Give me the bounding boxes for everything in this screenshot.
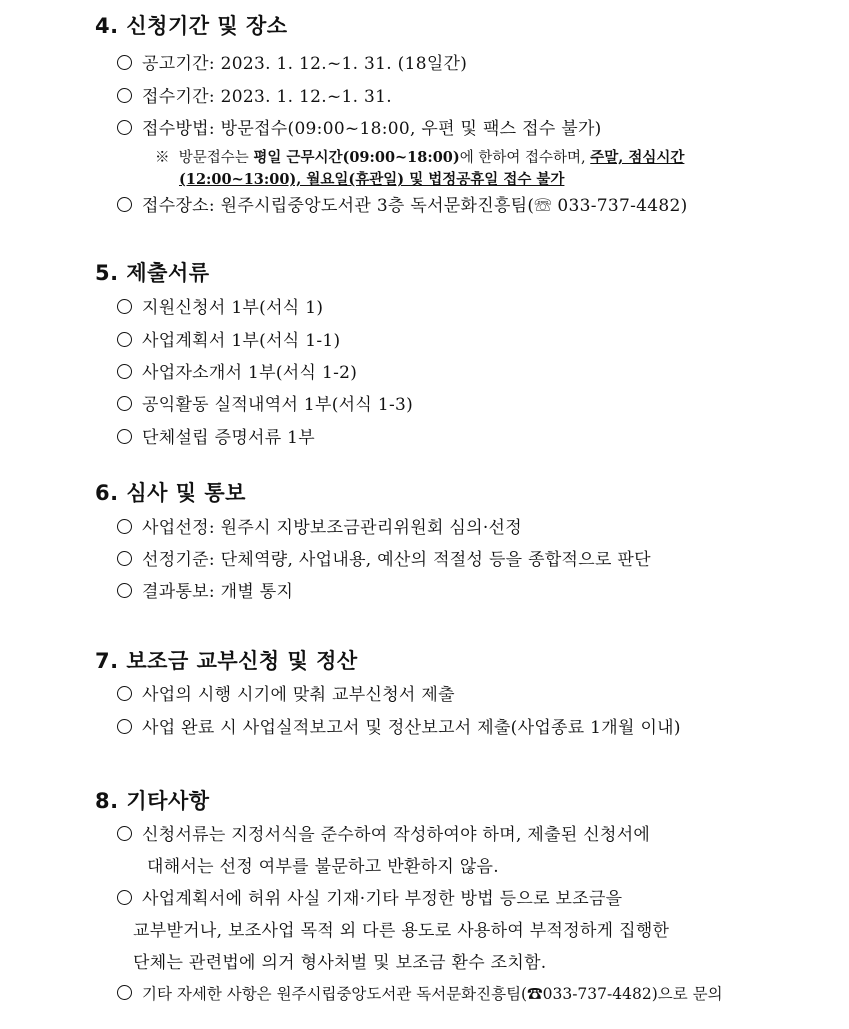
- list-item: 사업선정: 원주시 지방보조금관리위원회 심의·선정: [117, 513, 522, 538]
- list-item: 결과통보: 개별 통지: [117, 577, 293, 602]
- circle-bullet-icon: [117, 429, 132, 444]
- list-item: 기타 자세한 사항은 원주시립중앙도서관 독서문화진흥팀(☎033-737-4482)으로 문의: [117, 982, 723, 1004]
- list-item: 사업계획서 1부(서식 1-1): [117, 326, 340, 351]
- circle-bullet-icon: [117, 985, 132, 1000]
- list-item: 사업 완료 시 사업실적보고서 및 정산보고서 제출(사업종료 1개월 이내): [117, 713, 681, 738]
- list-item-continuation: 단체는 관련법에 의거 형사처벌 및 보조금 환수 조치함.: [133, 953, 547, 973]
- list-item: 접수장소: 원주시립중앙도서관 3층 독서문화진흥팀(☏ 033-737-4482): [117, 191, 688, 216]
- circle-bullet-icon: [117, 519, 132, 534]
- list-item: 접수기간: 2023. 1. 12.~1. 31.: [117, 82, 392, 107]
- circle-bullet-icon: [117, 890, 132, 905]
- list-item: 신청서류는 지정서식을 준수하여 작성하여야 하며, 제출된 신청서에: [117, 820, 650, 845]
- section-7-heading: 7. 보조금 교부신청 및 정산: [95, 649, 358, 673]
- list-item: 사업자소개서 1부(서식 1-2): [117, 358, 357, 383]
- list-item: 공익활동 실적내역서 1부(서식 1-3): [117, 390, 413, 415]
- circle-bullet-icon: [117, 396, 132, 411]
- circle-bullet-icon: [117, 55, 132, 70]
- section-4-heading: 4. 신청기간 및 장소: [95, 14, 288, 38]
- list-item: 접수방법: 방문접수(09:00~18:00, 우편 및 팩스 접수 불가): [117, 114, 602, 139]
- section-6-heading: 6. 심사 및 통보: [95, 481, 246, 505]
- circle-bullet-icon: [117, 120, 132, 135]
- circle-bullet-icon: [117, 826, 132, 841]
- circle-bullet-icon: [117, 686, 132, 701]
- section-8-heading: 8. 기타사항: [95, 789, 210, 813]
- circle-bullet-icon: [117, 299, 132, 314]
- circle-bullet-icon: [117, 719, 132, 734]
- circle-bullet-icon: [117, 88, 132, 103]
- circle-bullet-icon: [117, 364, 132, 379]
- note-line-1: ※ 방문접수는 평일 근무시간(09:00~18:00)에 한하여 접수하며, 주말, 점심시간: [155, 149, 685, 166]
- circle-bullet-icon: [117, 332, 132, 347]
- list-item: 공고기간: 2023. 1. 12.~1. 31. (18일간): [117, 49, 467, 74]
- list-item: 사업의 시행 시기에 맞춰 교부신청서 제출: [117, 680, 455, 705]
- list-item-continuation: 교부받거나, 보조사업 목적 외 다른 용도로 사용하여 부적정하게 집행한: [133, 921, 670, 941]
- list-item-continuation: 대해서는 선정 여부를 불문하고 반환하지 않음.: [147, 857, 499, 877]
- circle-bullet-icon: [117, 551, 132, 566]
- circle-bullet-icon: [117, 197, 132, 212]
- circle-bullet-icon: [117, 583, 132, 598]
- list-item: 선정기준: 단체역량, 사업내용, 예산의 적절성 등을 종합적으로 판단: [117, 545, 651, 570]
- section-5-heading: 5. 제출서류: [95, 261, 210, 285]
- list-item: 지원신청서 1부(서식 1): [117, 293, 323, 318]
- note-line-2: (12:00~13:00), 월요일(휴관일) 및 법정공휴일 접수 불가: [179, 171, 565, 188]
- list-item: 사업계획서에 허위 사실 기재·기타 부정한 방법 등으로 보조금을: [117, 884, 622, 909]
- list-item: 단체설립 증명서류 1부: [117, 423, 315, 448]
